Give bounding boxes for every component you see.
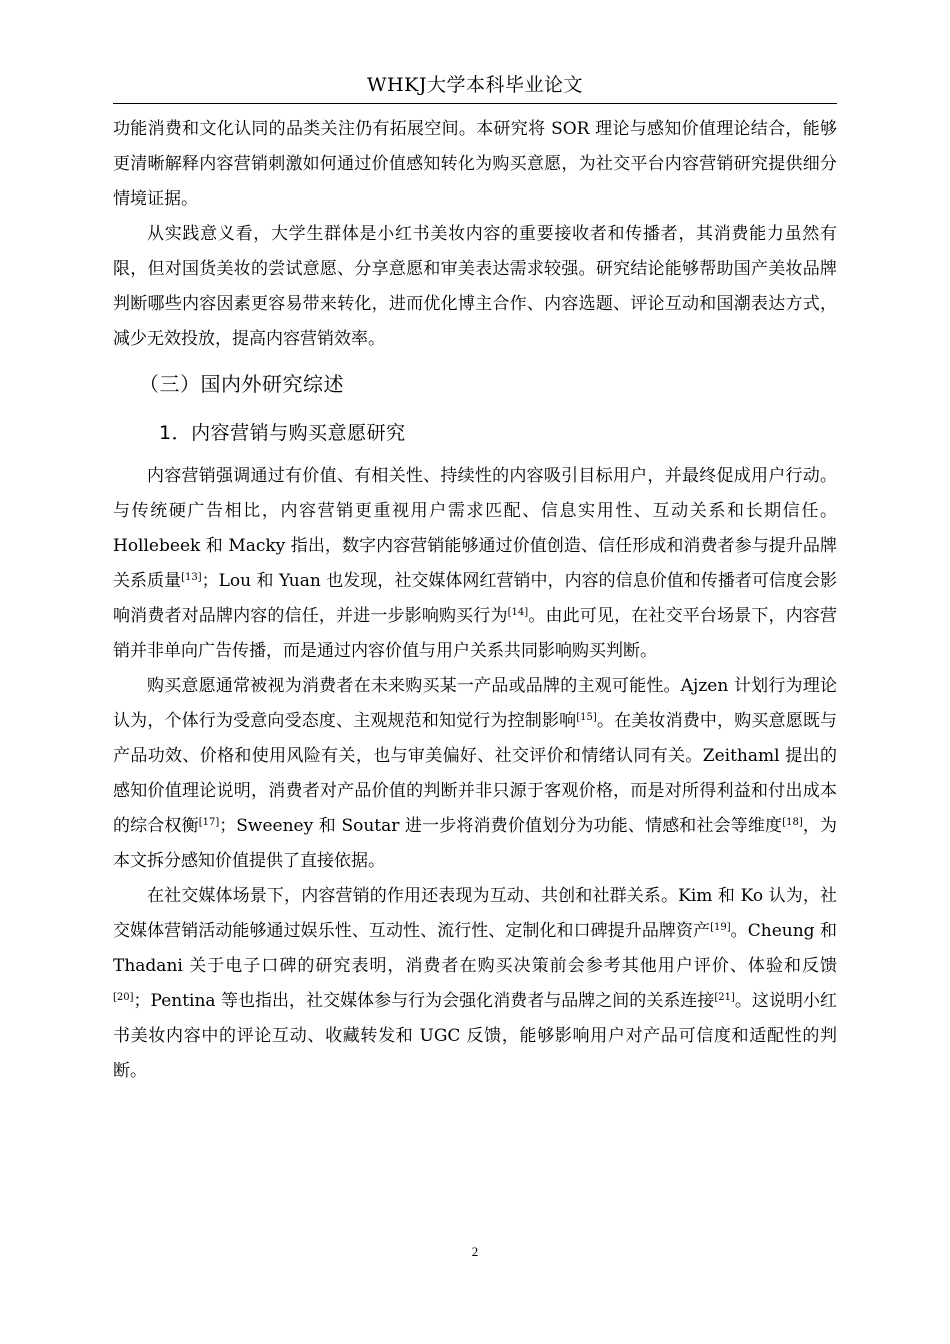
citation: [14] <box>507 607 529 618</box>
paragraph-text: ，为本文拆分感知价值提供了直接依据。 <box>113 816 838 871</box>
running-header: WHKJ大学本科毕业论文 <box>367 74 583 96</box>
citation: [19] <box>710 922 731 933</box>
paragraph-1: 功能消费和文化认同的品类关注仍有拓展空间。本研究将 SOR 理论与感知价值理论结合，能够更清晰解释内容营销刺激如何通过价值感知转化为购买意愿，为社交平台内容营销研究提供细分情境证据。 <box>113 119 837 209</box>
paragraph-text: 。由此可见，在社交平台场景下，内容营销并非单向广告传播，而是通过内容价值与用户关系共同影响购买判断。 <box>113 606 838 661</box>
paragraph-text: 。这说明小红书美妆内容中的评论互动、收藏转发和 UGC 反馈，能够影响用户对产品可信度和适配性的判断。 <box>113 991 837 1081</box>
paragraph-text: 。在美妆消费中，购买意愿既与产品功效、价格和使用风险有关，也与审美偏好、社交评价和情绪认同有关。Zeithaml 提出的感知价值理论说明，消费者对产品价值的判断并非只源于客观价格，而是对所得利益和付出成本的综合权衡 <box>113 711 838 836</box>
citation: [18] <box>782 817 803 828</box>
paragraph-text: ；Lou 和 Yuan 也发现，社交媒体网红营销中，内容的信息价值和传播者可信度会影响消费者对品牌内容的信任，并进一步影响购买行为 <box>113 571 837 626</box>
paragraph-text: ；Pentina 等也指出，社交媒体参与行为会强化消费者与品牌之间的关系连接 <box>133 991 715 1011</box>
paragraph-2: 从实践意义看，大学生群体是小红书美妆内容的重要接收者和传播者，其消费能力虽然有限，但对国货美妆的尝试意愿、分享意愿和审美表达需求较强。研究结论能够帮助国产美妆品牌判断哪些内容因素更容易带来转化，进而优化博主合作、内容选题、评论互动和国潮表达方式，减少无效投放，提高内容营销效率。 <box>113 224 837 349</box>
citation: [20] <box>113 992 134 1003</box>
paragraph-text: 购买意愿通常被视为消费者在未来购买某一产品或品牌的主观可能性。Ajzen 计划行为理论认为，个体行为受意向受态度、主观规范和知觉行为控制影响 <box>113 676 837 731</box>
paragraph-text: 。Cheung 和 Thadani 关于电子口碑的研究表明，消费者在购买决策前会参考其他用户评价、体验和反馈 <box>113 921 838 976</box>
body-text <box>113 112 837 1089</box>
page-number: 2 <box>471 1244 479 1259</box>
paragraph-3 <box>113 459 837 669</box>
citation: [21] <box>714 992 735 1003</box>
paragraph-text: 在社交媒体场景下，内容营销的作用还表现为互动、共创和社群关系。Kim 和 Ko 认为，社交媒体营销活动能够通过娱乐性、互动性、流行性、定制化和口碑提升品牌资产 <box>113 886 837 941</box>
citation: [13] <box>181 572 202 583</box>
section-heading: （三）国内外研究综述 <box>139 372 344 396</box>
paragraph-4 <box>113 669 837 879</box>
paragraph-text: 内容营销强调通过有价值、有相关性、持续性的内容吸引目标用户，并最终促成用户行动。与传统硬广告相比，内容营销更重视用户需求匹配、信息实用性、互动关系和长期信任。Hollebeek 和 Macky 指出，数字内容营销能够通过价值创造、信任形成和消费者参与提升品牌关系质量 <box>113 466 837 591</box>
paragraph-5 <box>113 879 837 1089</box>
citation: [15] <box>576 712 597 723</box>
paragraph-text: ；Sweeney 和 Soutar 进一步将消费价值划分为功能、情感和社会等维度 <box>219 816 783 836</box>
subsection-heading: 1．内容营销与购买意愿研究 <box>159 422 406 444</box>
header-rule <box>113 103 837 104</box>
citation: [17] <box>198 817 220 828</box>
